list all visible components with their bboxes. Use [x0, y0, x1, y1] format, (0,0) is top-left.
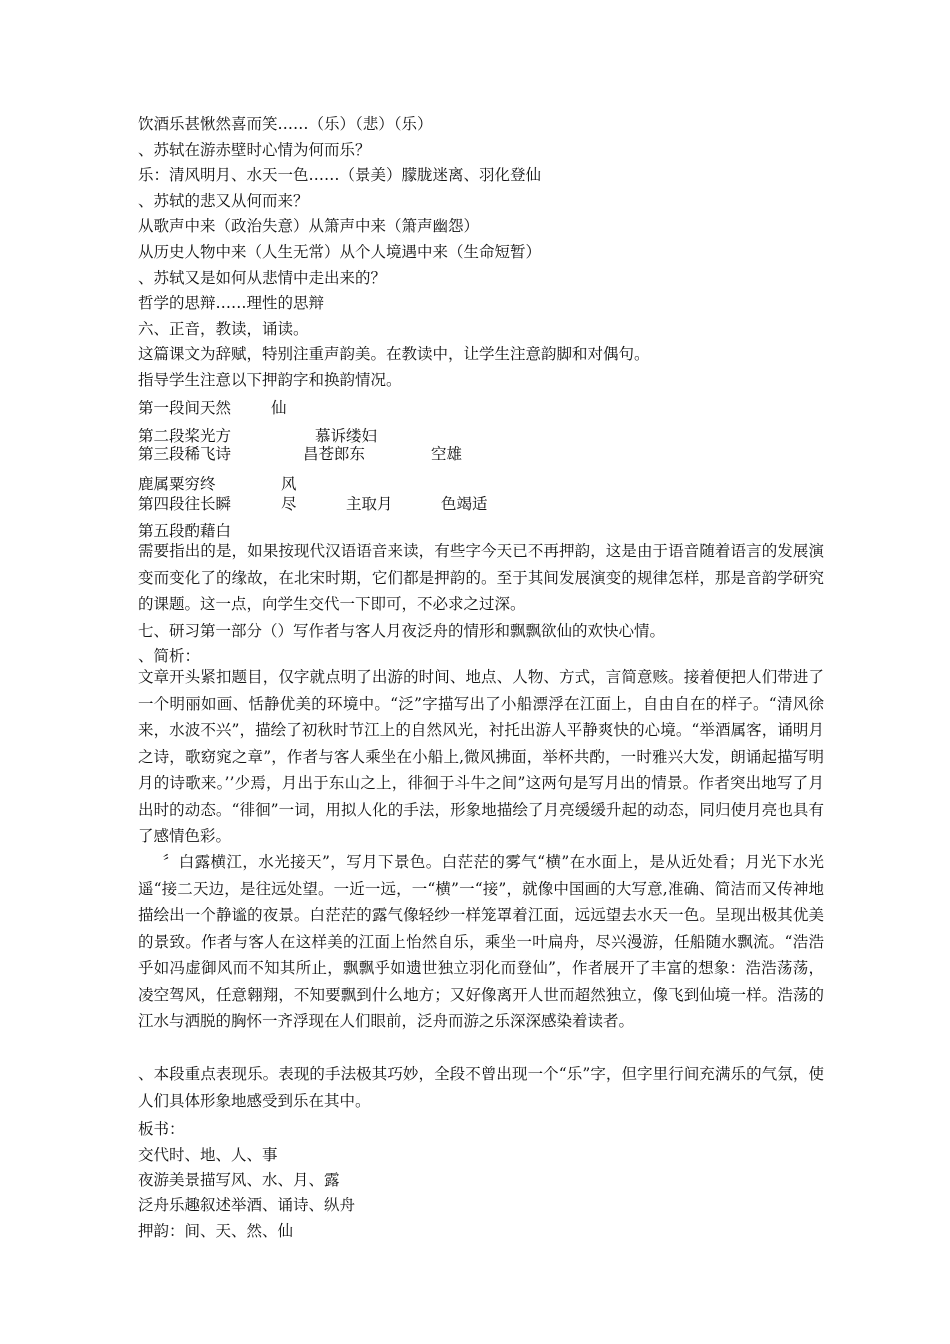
text-line: 哲学的思辩……理性的思辩: [138, 294, 325, 312]
text-line: 指导学生注意以下押韵字和换韵情况。: [138, 371, 402, 389]
rhyme-group: 色竭适: [441, 495, 488, 513]
rhyme-group: 风: [281, 475, 297, 493]
text-line: 、苏轼的悲又从何而来？: [138, 192, 309, 210]
rhyme-label: 第一段间天然: [138, 399, 232, 417]
rhyme-label: 第四段往长瞬: [138, 495, 232, 513]
text-line: 押韵：间、天、然、仙: [138, 1222, 294, 1240]
text-line: 交代时、地、人、事: [138, 1146, 278, 1164]
text-line: 夜游美景描写风、水、月、露: [138, 1171, 340, 1189]
analysis-paragraph: 、本段重点表现乐。表现的手法极其巧妙，全段不曾出现一个“乐”字，但字里行间充满乐的气氛，使人们具体形象地感受到乐在其中。: [138, 1065, 824, 1110]
section-heading: 七、研习第一部分（）写作者与客人月夜泛舟的情形和飘飘欲仙的欢快心情。: [138, 622, 666, 640]
rhyme-label: 第五段酌藉白: [138, 522, 232, 540]
analysis-paragraph: 文章开头紧扣题目，仅字就点明了出游的时间、地点、人物、方式，言简意赅。接着便把人们带进了一个明丽如画、恬静优美的环境中。“泛”字描写出了小船漂浮在江面上，自由自在的样子。“清风徐来，水波不兴”，描绘了初秋时节江上的自然风光，衬托出游人平静爽快的心境。“举酒属客，诵明月之诗，歌窈窕之章”，作者与客人乘坐在小船上,微风拂面，举杯共酌，一时雅兴大发，朗诵起描写明月的诗歌来。’’少焉，月出于东山之上，徘徊于斗牛之间”这两句是写月出的情景。作者突出地写了月出时的动态。“徘徊”一词，用拟人化的手法，形象地描绘了月亮缓缓升起的动态，同归使月亮也具有了感情色彩。: [138, 668, 824, 845]
text-line: 乐：清风明月、水天一色……（景美）朦胧迷离、羽化登仙: [138, 166, 542, 184]
text-line: 、苏轼在游赤壁时心情为何而乐？: [138, 141, 371, 159]
rhyme-label: 第三段稀飞诗: [138, 445, 232, 463]
note-paragraph: 需要指出的是，如果按现代汉语语音来读，有些字今天已不再押韵，这是由于语音随着语言的发展演变而变化了的缘故，在北宋时期，它们都是押韵的。至于其间发展演变的规律怎样，那是音韵学研究的课题。这一点，向学生交代一下即可，不必求之过深。: [138, 542, 824, 613]
rhyme-label: 第二段桨光方: [138, 427, 232, 445]
rhyme-label: 鹿属粟穷终: [138, 475, 216, 493]
text-line: 这篇课文为辞赋，特别注重声韵美。在教读中，让学生注意韵脚和对偶句。: [138, 345, 650, 363]
rhyme-group: 主取月: [346, 495, 393, 513]
text-line: 、简析：: [138, 647, 201, 665]
analysis-paragraph: 〞白露横江，水光接天”，写月下景色。白茫茫的雾气“横”在水面上，是从近处看；月光下水光遥“接二天边，是往远处望。一近一远，一“横”一“接”，就像中国画的大写意,准确、简洁而又传神地描绘出一个静谧的夜景。白茫茫的露气像轻纱一样笼罩着江面，远远望去水天一色。呈现出极其优美的景致。作者与客人在这样美的江面上怡然自乐，乘坐一叶扁舟，尽兴漫游，任船随水飘流。“浩浩乎如冯虚御风而不知其所止，飘飘乎如遗世独立羽化而登仙”，作者展开了丰富的想象：浩浩荡荡，凌空驾风，任意翱翔，不知要飘到什么地方；又好像离开人世而超然独立，像飞到仙境一样。浩荡的江水与洒脱的胸怀一齐浮现在人们眼前，泛舟而游之乐深深感染着读者。: [138, 853, 824, 1030]
text-line: 板书：: [138, 1120, 185, 1138]
rhyme-group: 慕诉缕妇: [315, 427, 378, 445]
rhyme-group: 昌苍郎东: [303, 445, 366, 463]
text-line: 泛舟乐趣叙述举酒、诵诗、纵舟: [138, 1196, 356, 1214]
section-heading: 六、正音，教读，诵读。: [138, 320, 309, 338]
text-line: 、苏轼又是如何从悲情中走出来的？: [138, 269, 387, 287]
text-line: 从历史人物中来（人生无常）从个人境遇中来（生命短暂）: [138, 243, 542, 261]
rhyme-group: 仙: [271, 399, 287, 417]
text-line: 从歌声中来（政治失意）从箫声中来（箫声幽怨）: [138, 217, 480, 235]
rhyme-group: 空雄: [431, 445, 463, 463]
text-line: 饮酒乐甚愀然喜而笑……（乐）（悲）（乐）: [138, 115, 433, 133]
rhyme-group: 尽: [281, 495, 297, 513]
